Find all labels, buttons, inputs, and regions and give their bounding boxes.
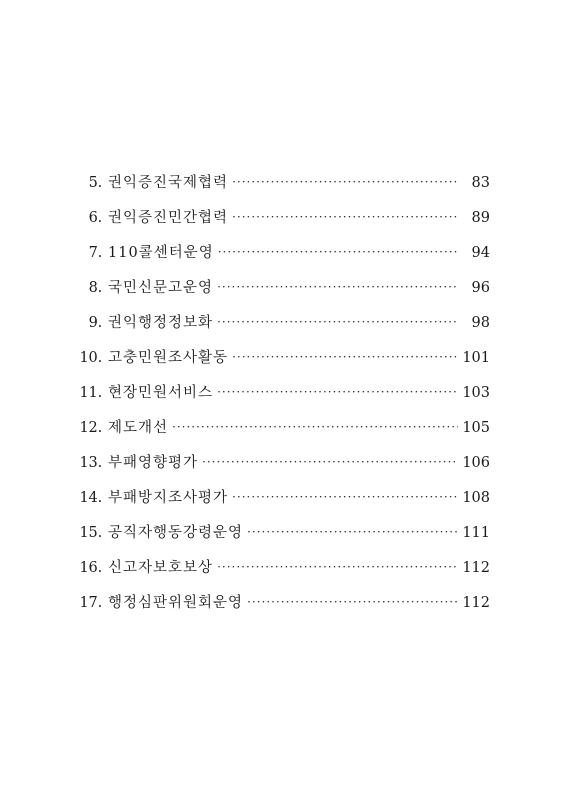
toc-entry-page: 89: [471, 210, 490, 226]
toc-entry[interactable]: [74, 553, 490, 588]
toc-entry-title: 제도개선: [108, 420, 169, 436]
toc-entry-number: 17.: [79, 595, 102, 611]
toc-leader-dots: [247, 517, 458, 547]
toc-entry[interactable]: [74, 518, 490, 553]
toc-entry-number: 8.: [88, 280, 102, 296]
toc-entry[interactable]: [74, 343, 490, 378]
toc-entry-page: 94: [471, 245, 490, 261]
toc-entry[interactable]: [74, 448, 490, 483]
toc-leader-dots: [232, 482, 458, 512]
toc-entry-page: 83: [471, 175, 490, 191]
toc-leader-dots: [232, 342, 458, 372]
toc-entry-page: 98: [471, 315, 490, 331]
toc-entry[interactable]: [74, 203, 490, 238]
toc-leader-dots: [217, 552, 458, 582]
toc-entry-title: 권익증진국제협력: [108, 175, 229, 191]
toc-entry-number: 13.: [79, 455, 102, 471]
toc-entry-page: 103: [462, 385, 490, 401]
toc-entry-title: 권익행정정보화: [108, 315, 214, 331]
toc-entry-page: 105: [462, 420, 490, 436]
toc-entry[interactable]: [74, 273, 490, 308]
toc-entry-title: 110콜센터운영: [108, 245, 214, 261]
toc-entry[interactable]: [74, 588, 490, 623]
toc-leader-dots: [218, 237, 458, 267]
toc-leader-dots: [217, 307, 458, 337]
toc-entry-title: 공직자행동강령운영: [108, 525, 244, 541]
toc-entry-title: 고충민원조사활동: [108, 350, 229, 366]
toc-entry-page: 96: [471, 280, 490, 296]
toc-entry-page: 111: [462, 525, 490, 541]
toc-entry-number: 12.: [79, 420, 102, 436]
toc-entry-number: 5.: [88, 175, 102, 191]
toc-entry-number: 14.: [79, 490, 102, 506]
toc-leader-dots: [217, 377, 458, 407]
toc-leader-dots: [172, 412, 458, 442]
toc-entry-page: 112: [462, 560, 490, 576]
toc-entry-title: 권익증진민간협력: [108, 210, 229, 226]
toc-entry-page: 112: [462, 595, 490, 611]
toc-entry-title: 부패방지조사평가: [108, 490, 229, 506]
toc-entry[interactable]: [74, 308, 490, 343]
toc-leader-dots: [232, 167, 458, 197]
toc-entry-number: 15.: [79, 525, 102, 541]
toc-entry-number: 6.: [88, 210, 102, 226]
toc-leader-dots: [217, 272, 458, 302]
toc-entry-number: 10.: [79, 350, 102, 366]
toc-entry[interactable]: [74, 168, 490, 203]
toc-entry-page: 101: [462, 350, 490, 366]
toc-leader-dots: [202, 447, 458, 477]
toc-entry-page: 108: [462, 490, 490, 506]
toc-entry-number: 16.: [79, 560, 102, 576]
toc-entry-title: 국민신문고운영: [108, 280, 214, 296]
toc-entry[interactable]: [74, 238, 490, 273]
toc-entry-number: 11.: [79, 385, 102, 401]
toc-entry[interactable]: [74, 483, 490, 518]
toc-leader-dots: [247, 587, 458, 617]
toc-entry-title: 신고자보호보상: [108, 560, 214, 576]
toc-entry-page: 106: [462, 455, 490, 471]
table-of-contents: [74, 168, 490, 623]
toc-entry-title: 행정심판위원회운영: [108, 595, 244, 611]
toc-entry-title: 현장민원서비스: [108, 385, 214, 401]
toc-entry-number: 7.: [88, 245, 102, 261]
toc-entry-number: 9.: [88, 315, 102, 331]
toc-entry-title: 부패영향평가: [108, 455, 199, 471]
toc-leader-dots: [232, 202, 458, 232]
toc-entry[interactable]: [74, 413, 490, 448]
toc-entry[interactable]: [74, 378, 490, 413]
